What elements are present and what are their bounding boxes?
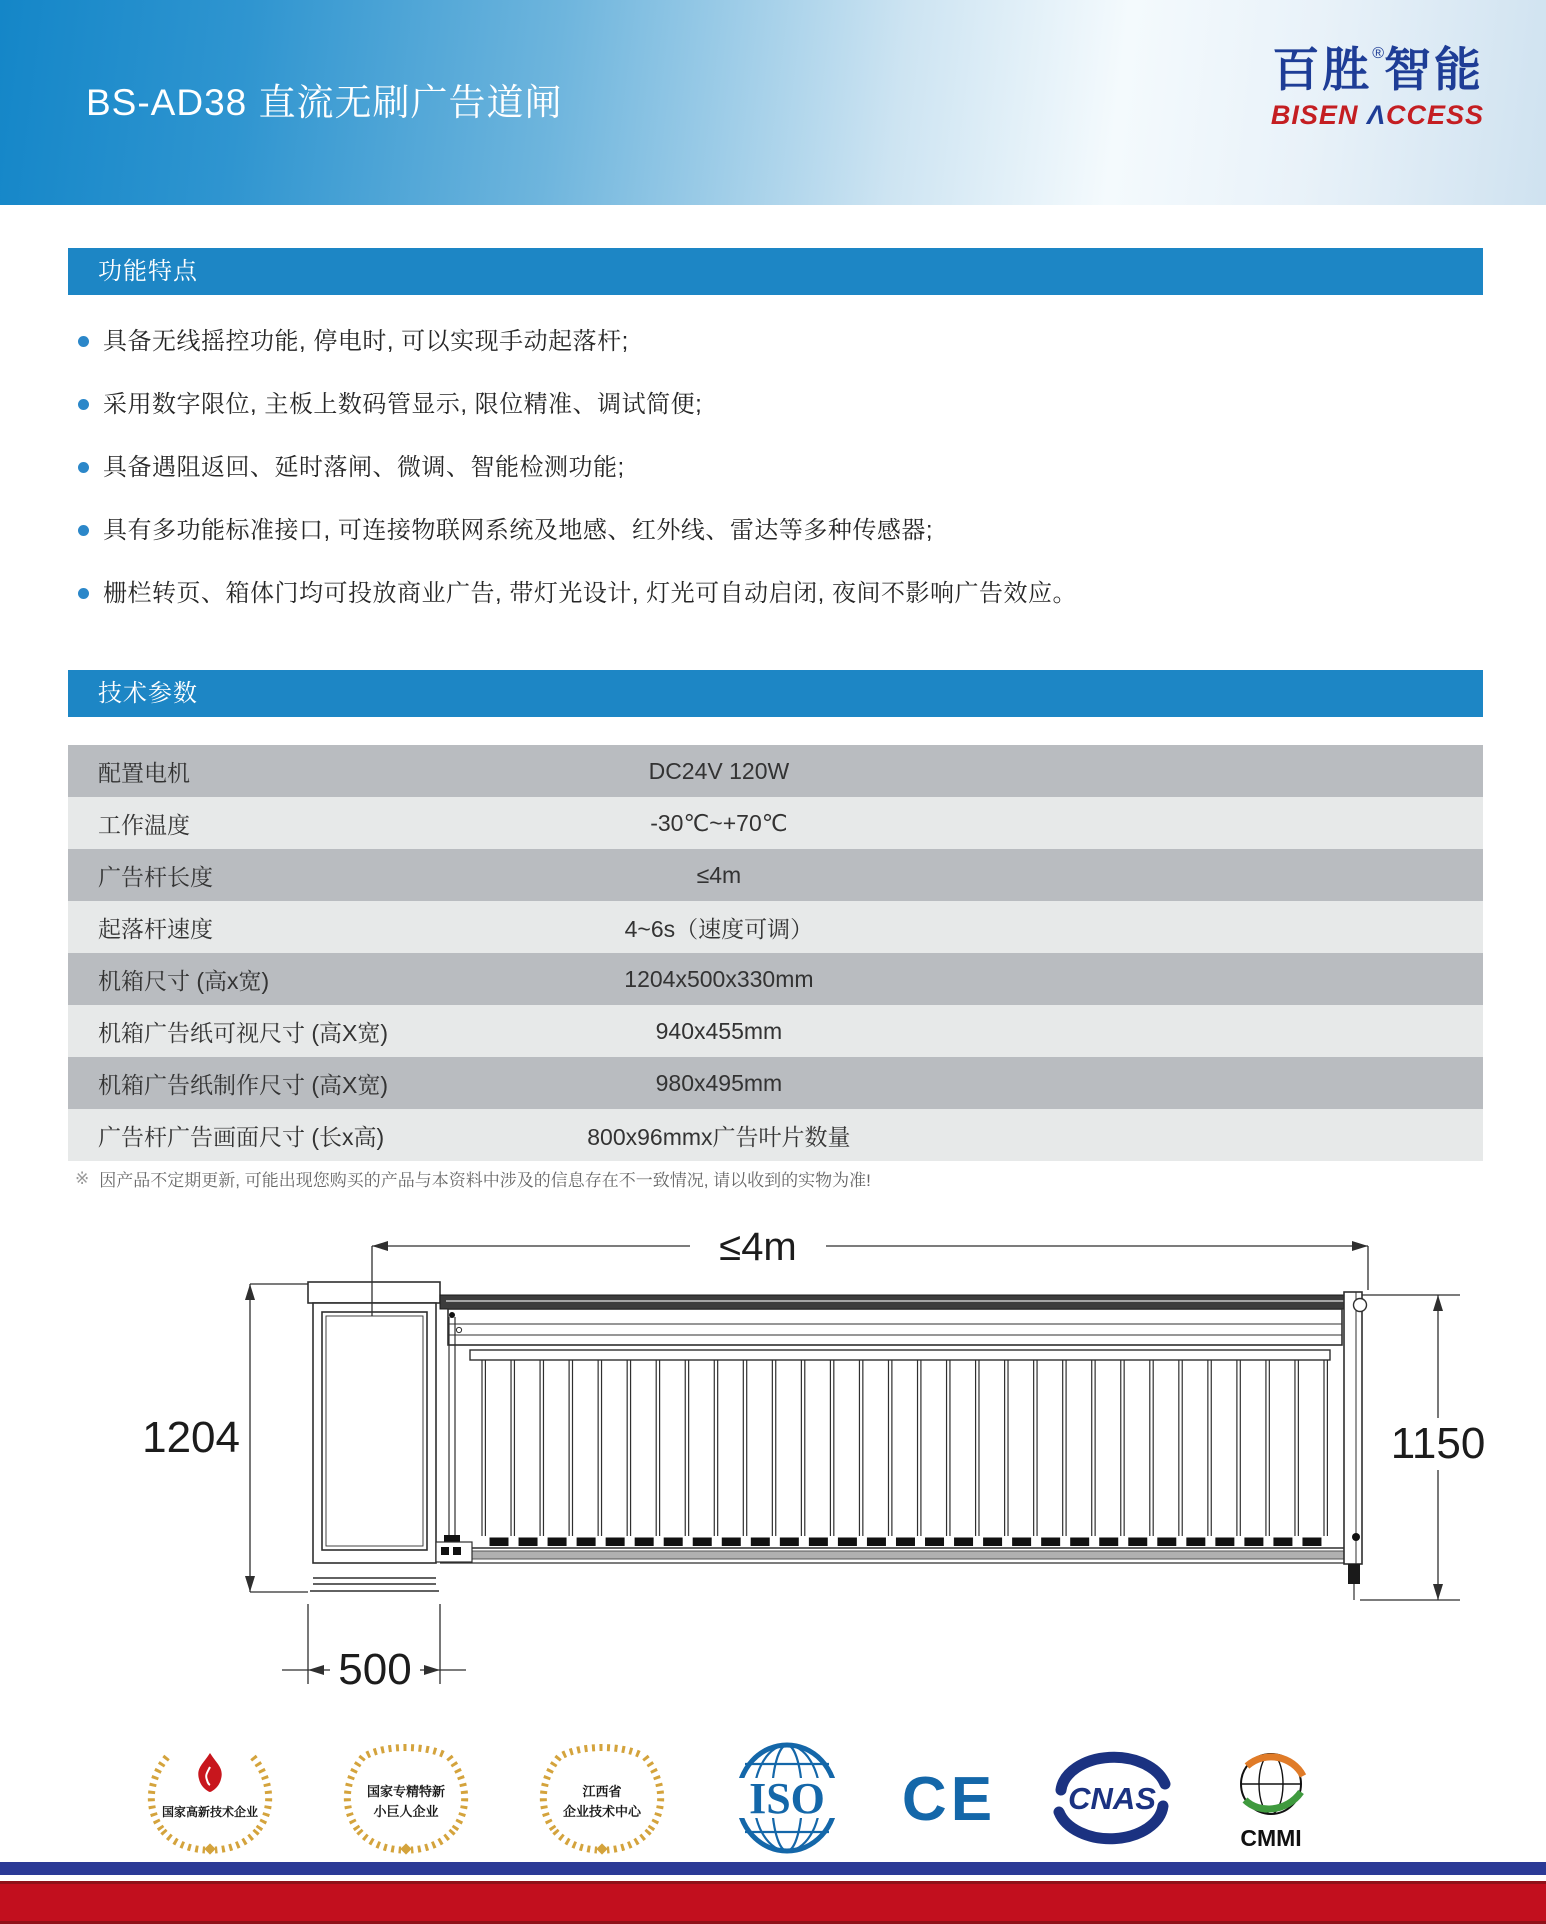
badge-label: 小巨人企业 [373,1803,439,1819]
barrier-gate-diagram [0,1232,1546,1712]
table-row [68,1005,1483,1057]
spec-label: 机箱广告纸可视尺寸 (高X宽) [98,1019,389,1046]
spec-label: 起落杆速度 [98,915,213,942]
dim-label-bottom: 500 [338,1645,412,1694]
table-row [68,745,1483,797]
spec-value: -30℃~+70℃ [650,809,788,836]
badge-label: 江西省 [582,1783,622,1799]
laurel-wreath-icon [135,1741,285,1856]
dim-label-right: 1150 [1390,1419,1486,1468]
badge-label: 企业技术中心 [562,1803,641,1819]
spec-value: 940x455mm [655,1017,783,1044]
spec-label: 机箱广告纸制作尺寸 (高X宽) [98,1071,389,1098]
bullet-icon [78,588,89,599]
table-row [68,1109,1483,1161]
iso-logo [723,1741,851,1856]
spec-table [68,745,1483,1161]
table-row [68,901,1483,953]
footer-red-stripe [0,1881,1546,1924]
spec-label: 广告杆广告画面尺寸 (长x高) [98,1123,385,1150]
spec-label: 广告杆长度 [98,863,213,890]
iso-text: ISO [749,1773,825,1823]
features-list [68,327,1483,642]
fence-teeth [490,1538,1322,1547]
cmmi-globe-icon [1223,1746,1319,1850]
specs-section-header: 技术参数 [68,670,1483,717]
footer-blue-stripe [0,1862,1546,1875]
table-row [68,1057,1483,1109]
header-banner [0,0,1546,205]
brand-logo-english: BISEN ΛCCESS [1270,100,1484,130]
badge-label: 国家专精特新 [366,1783,445,1799]
spec-label: 机箱尺寸 (高x宽) [98,967,270,994]
spec-value: 4~6s（速度可调） [624,915,814,942]
list-item: 采用数字限位, 主板上数码管显示, 限位精准、调试简便; [68,390,1483,420]
certification-badges [135,1738,1319,1858]
barrier-gate-drawing [0,1232,1546,1712]
cnas-logo [1047,1748,1177,1848]
dimension-cabinet-height [245,1284,308,1592]
table-row [68,953,1483,1005]
spec-value: 1204x500x330mm [624,965,814,992]
ce-mark [897,1758,1001,1838]
badge-national-high-tech [135,1741,285,1856]
bullet-icon [78,336,89,347]
cnas-text: CNAS [1068,1781,1156,1816]
badge-label: 国家高新技术企业 [161,1804,258,1819]
cabinet [308,1282,440,1591]
list-item: 栅栏转页、箱体门均可投放商业广告, 带灯光设计, 灯光可自动启闭, 夜间不影响广告效应。 [68,579,1483,609]
disclaimer-note [75,1166,871,1191]
spec-value: 980x495mm [655,1069,783,1096]
spec-label: 配置电机 [98,759,190,786]
bullet-icon [78,525,89,536]
bullet-icon [78,462,89,473]
cmmi-logo [1223,1746,1319,1850]
badge-little-giant [331,1741,481,1856]
reference-mark-icon: ※ [75,1168,90,1188]
dim-label-left: 1204 [142,1413,240,1462]
flame-icon [198,1753,221,1792]
dim-label-top: ≤4m [719,1232,797,1269]
fence-bars [482,1360,1327,1536]
badge-enterprise-tech-center [527,1741,677,1856]
spec-value: DC24V 120W [648,757,790,784]
bullet-icon [78,399,89,410]
page-title: BS-AD38 直流无刷广告道闸 [86,82,563,123]
boom-arm [436,1292,1367,1600]
table-row [68,797,1483,849]
ce-text: CE [901,1765,997,1834]
cmmi-text: CMMI [1240,1825,1302,1850]
brand-logo [1270,43,1484,130]
disclaimer-text: 因产品不定期更新, 可能出现您购买的产品与本资料中涉及的信息存在不一致情况, 请以收到的实物为准! [99,1171,871,1190]
table-row [68,849,1483,901]
spec-value: 800x96mmx广告叶片数量 [587,1123,851,1150]
list-item: 具有多功能标准接口, 可连接物联网系统及地感、红外线、雷达等多种传感器; [68,516,1483,546]
brand-logo-chinese: 百胜®智能 [1272,43,1484,96]
features-section-header: 功能特点 [68,248,1483,295]
spec-value: ≤4m [696,861,742,888]
list-item: 具备无线摇控功能, 停电时, 可以实现手动起落杆; [68,327,1483,357]
spec-label: 工作温度 [98,811,190,838]
registered-mark-icon: ® [1372,45,1384,62]
list-item: 具备遇阻返回、延时落闸、微调、智能检测功能; [68,453,1483,483]
